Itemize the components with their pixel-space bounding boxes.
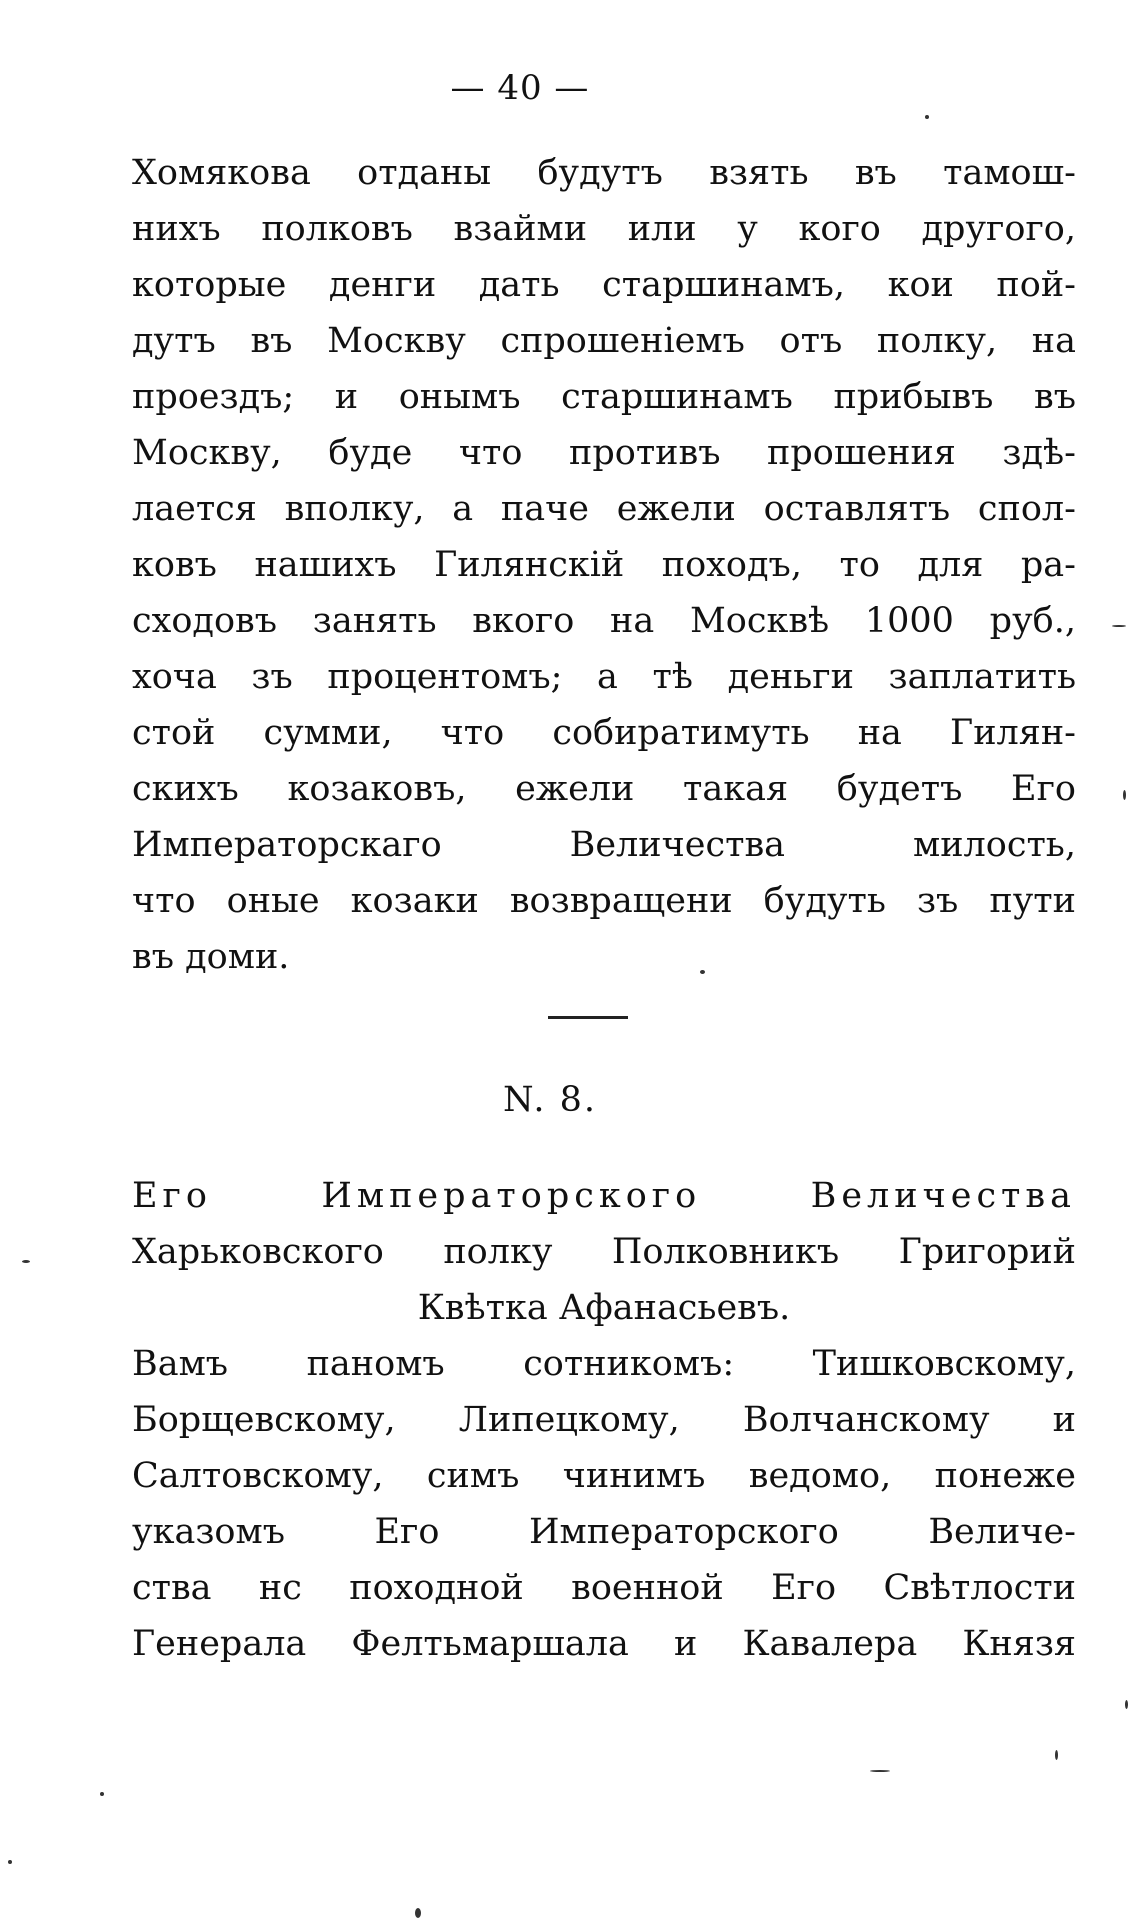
heading-line: Квѣтка Афанасьевъ. — [417, 1288, 791, 1328]
heading-line: Его Императорского Величества — [132, 1176, 1076, 1216]
text-line: Салтовскому, симъ чинимъ ведомо, понеже — [132, 1456, 1076, 1496]
scan-speck — [700, 970, 705, 974]
scan-speck — [870, 1770, 890, 1772]
text-line: что оные козаки возвращени будуть зъ пути — [132, 881, 1076, 921]
paragraph-document-body — [132, 1336, 1076, 1672]
section-divider — [548, 1016, 628, 1019]
scan-speck — [8, 1860, 12, 1864]
scan-speck — [415, 1908, 421, 1918]
text-line: ства нс походной военной Его Свѣтлости — [132, 1568, 1076, 1608]
text-line: дутъ въ Москву спрошеніемъ отъ полку, на — [132, 321, 1076, 361]
text-line: стой сумми, что собиратимуть на Гилян- — [132, 713, 1076, 753]
text-line: хоча зъ процентомъ; а тѣ деньги заплатить — [132, 657, 1076, 697]
scan-speck — [925, 115, 929, 119]
paragraph-continued — [132, 145, 1076, 985]
document-heading — [132, 1168, 1076, 1336]
scan-speck — [100, 1792, 104, 1796]
text-line: указомъ Его Императорского Величе- — [132, 1512, 1076, 1552]
text-line: Борщевскому, Липецкому, Волчанскому и — [132, 1400, 1076, 1440]
text-line: въ доми. — [132, 937, 290, 977]
page-number: — 40 — — [450, 68, 590, 108]
text-line: Императорскаго Величества милость, — [132, 825, 1076, 865]
text-line: Москву, буде что противъ прошения здѣ- — [132, 433, 1076, 473]
text-line: лается вполку, а паче ежели оставлятъ спол- — [132, 489, 1076, 529]
scan-speck — [1055, 1750, 1058, 1760]
text-line: Вамъ паномъ сотникомъ: Тишковскому, — [132, 1344, 1076, 1384]
text-line: Хомякова отданы будутъ взять въ тамош- — [132, 153, 1076, 193]
scan-speck — [22, 1260, 30, 1263]
text-line: Генерала Фелтьмаршала и Кавалера Князя — [132, 1624, 1076, 1664]
heading-line: Харьковского полку Полковникъ Григорий — [132, 1232, 1076, 1272]
document-number: N. 8. — [502, 1080, 598, 1120]
text-line: сходовъ занять вкого на Москвѣ 1000 руб., — [132, 601, 1076, 641]
scan-speck — [1125, 1700, 1128, 1709]
text-line: нихъ полковъ взайми или у кого другого, — [132, 209, 1076, 249]
scan-speck — [1112, 625, 1126, 627]
text-line: ковъ нашихъ Гилянскій походъ, то для ра- — [132, 545, 1076, 585]
scan-speck — [1123, 790, 1126, 800]
text-line: проездъ; и онымъ старшинамъ прибывъ въ — [132, 377, 1076, 417]
text-line: скихъ козаковъ, ежели такая будетъ Его — [132, 769, 1076, 809]
text-line: которые денги дать старшинамъ, кои пой- — [132, 265, 1076, 305]
